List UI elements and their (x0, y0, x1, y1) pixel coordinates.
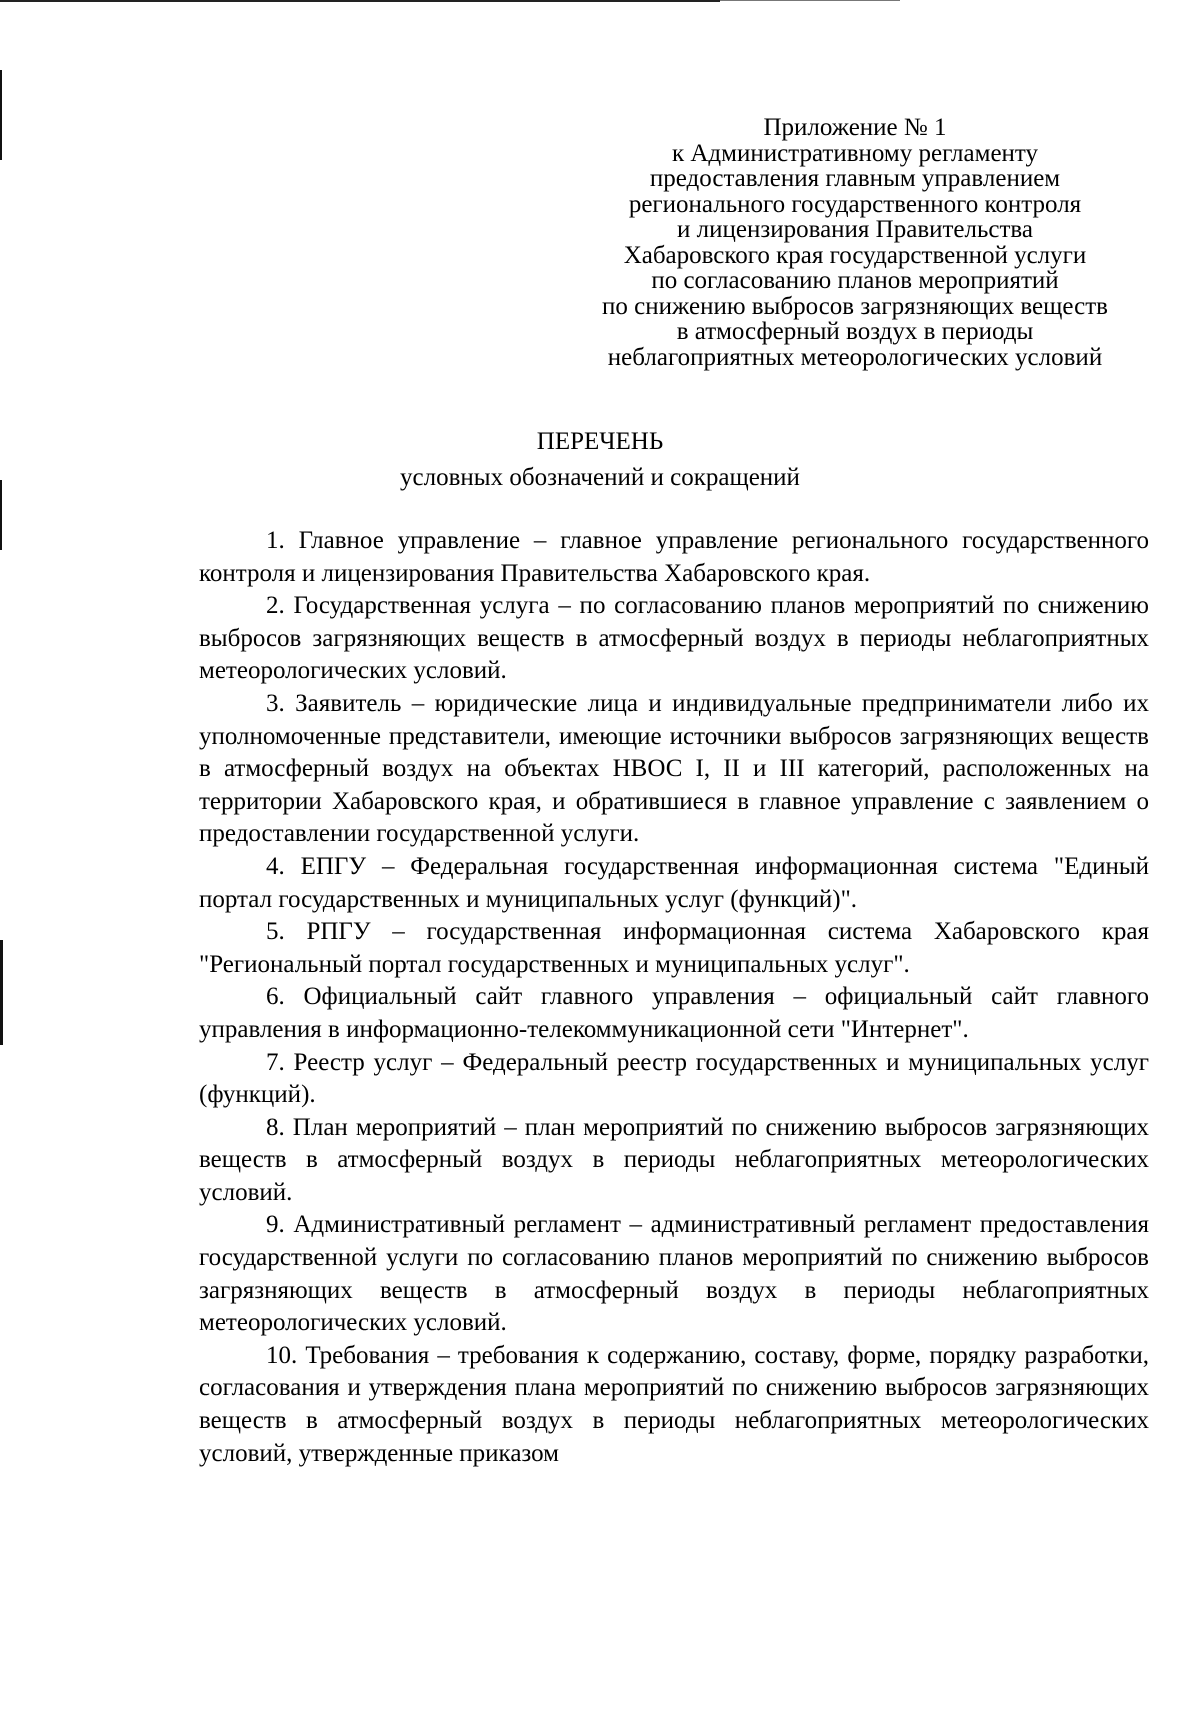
item-text: Административный регламент – административный регламент предоставления государственной услуги по согласованию планов мероприятий по снижению выбросов загрязняющих веществ в атмосферный воздух в периоды неблагоприятных метеорологических условий. (199, 1211, 1150, 1337)
appendix-line: по снижению выбросов загрязняющих веществ (602, 292, 1108, 320)
item-number: 6. (266, 983, 285, 1011)
list-item (199, 851, 1149, 916)
item-number: 4. (266, 852, 285, 880)
document-title: ПЕРЕЧЕНЬ (536, 428, 664, 455)
item-text: Государственная услуга – по согласованию планов мероприятий по снижению выбросов загрязняющих веществ в атмосферный воздух в периоды неблагоприятных метеорологических условий. (199, 592, 1149, 685)
appendix-line: неблагоприятных метеорологических условий (607, 343, 1103, 371)
list-item (199, 525, 1149, 590)
appendix-line: и лицензирования Правительства (677, 216, 1033, 243)
appendix-line: к Административному регламенту (671, 139, 1039, 167)
item-text: РПГУ – государственная информационная система Хабаровского края "Региональный портал государственных и муниципальных услуг". (199, 918, 1149, 978)
item-number: 3. (266, 689, 285, 717)
appendix-line: по согласованию планов мероприятий (651, 267, 1059, 294)
item-text: Заявитель – юридические лица и индивидуальные предприниматели либо их уполномоченные представители, имеющие источники выбросов загрязняющих веществ в атмосферный воздух на объектах НВОС I, II и III категорий, расположенных на территории Хабаровского края, и обратившиеся в главное управление с заявлением о предоставлении государственной услуги. (199, 689, 1150, 848)
appendix-line: Приложение № 1 (763, 114, 947, 141)
list-item (199, 1209, 1149, 1339)
appendix-line: Хабаровского края государственной услуги (623, 241, 1087, 269)
item-number: 8. (266, 1113, 285, 1141)
list-item (199, 916, 1149, 981)
item-number: 9. (266, 1211, 285, 1239)
list-item (199, 981, 1149, 1046)
list-item (199, 688, 1149, 851)
definitions-list (199, 525, 1149, 1470)
item-number: 2. (266, 592, 285, 620)
item-text: Требования – требования к содержанию, составу, форме, порядку разработки, согласования и утверждения плана мероприятий по снижению выбросов загрязняющих веществ в атмосферный воздух в периоды неблагоприятных метеорологических условий, утвержденные приказом (199, 1341, 1149, 1467)
list-item (199, 590, 1149, 688)
item-text: Реестр услуг – Федеральный реестр государственных и муниципальных услуг (функций). (199, 1048, 1149, 1109)
item-number: 10. (266, 1341, 298, 1369)
appendix-line: в атмосферный воздух в периоды (676, 318, 1034, 345)
scan-edge-mark (0, 70, 2, 160)
document-subtitle: условных обозначений и сокращений (400, 464, 800, 491)
appendix-line: предоставления главным управлением (649, 165, 1061, 192)
appendix-line: регионального государственного контроля (628, 190, 1082, 218)
appendix-header (560, 115, 1150, 370)
item-number: 5. (266, 918, 285, 946)
item-text: Официальный сайт главного управления – официальный сайт главного управления в информационно-телекоммуникационной сети "Интернет". (199, 983, 1150, 1043)
scan-edge-line (720, 0, 900, 1)
list-item (199, 1340, 1149, 1470)
item-number: 7. (266, 1048, 285, 1076)
list-item (199, 1112, 1149, 1210)
item-text: Главное управление – главное управление регионального государственного контроля и лицензирования Правительства Хабаровского края. (199, 527, 1150, 587)
item-text: ЕПГУ – Федеральная государственная информационная система "Единый портал государственных и муниципальных услуг (функций)". (199, 852, 1149, 913)
scan-edge-mark (0, 940, 3, 1045)
item-number: 1. (266, 527, 285, 554)
item-text: План мероприятий – план мероприятий по снижению выбросов загрязняющих веществ в атмосферный воздух в периоды неблагоприятных метеорологических условий. (199, 1113, 1149, 1206)
list-item (199, 1047, 1149, 1112)
scan-edge-line (0, 0, 720, 2)
